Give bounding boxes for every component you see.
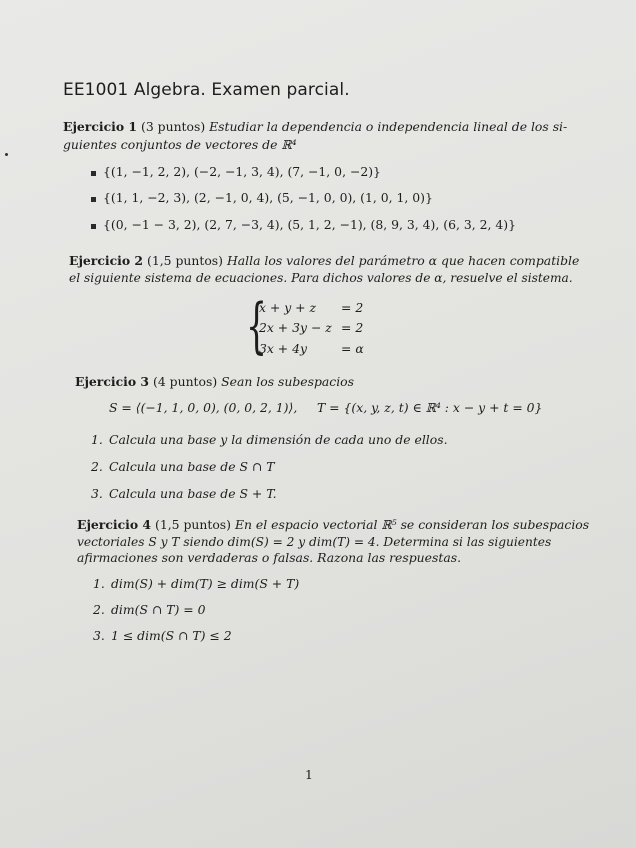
ex1-line1 xyxy=(63,117,567,137)
ex2-label: Ejercicio 2 xyxy=(69,253,144,268)
ex3-label: Ejercicio 3 xyxy=(75,374,150,389)
page-number: 1 xyxy=(305,767,313,782)
bullet-icon xyxy=(91,224,96,229)
stray-mark xyxy=(5,153,8,156)
ex3-item-2-num: 2. xyxy=(91,459,103,474)
ex3-points: (4 puntos) xyxy=(153,374,218,389)
ex2-statement-2: el siguiente sistema de ecuaciones. Para dichos valores de α, resuelve el sistema. xyxy=(69,271,573,285)
ex4-points: (1,5 puntos) xyxy=(155,517,232,532)
ex4-label: Ejercicio 4 xyxy=(77,517,152,532)
ex4-statement-1: En el espacio vectorial ℝ⁵ se consideran los subespacios xyxy=(234,517,590,532)
ex3-item-3-num: 3. xyxy=(91,486,103,501)
ex1-statement-1: Estudiar la dependencia o independencia lineal de los si- xyxy=(209,119,568,134)
ex4-item-3-text: 1 ≤ dim(S ∩ T) ≤ 2 xyxy=(111,628,232,643)
ex1-set-2: {(1, 1, −2, 3), (2, −1, 0, 4), (5, −1, 0, 0), (1, 0, 1, 0)} xyxy=(103,190,433,205)
ex3-item-2-text: Calcula una base de S ∩ T xyxy=(109,459,275,474)
system-lhs-3: 3x + 4y xyxy=(259,341,308,356)
ex3-statement: Sean los subespacios xyxy=(221,374,354,389)
ex3-item-1-text: Calcula una base y la dimensión de cada uno de ellos. xyxy=(109,432,448,447)
ex1-set-3: {(0, −1 − 3, 2), (2, 7, −3, 4), (5, 1, 2, −1), (8, 9, 3, 4), (6, 3, 2, 4)} xyxy=(103,217,516,232)
system-rhs-2: = 2 xyxy=(341,320,364,335)
ex2-statement-1: Halla los valores del parámetro α que hacen compatible xyxy=(226,253,580,268)
ex3-formula: S = ⟨(−1, 1, 0, 0), (0, 0, 2, 1)⟩, T = {(x, y, z, t) ∈ ℝ⁴ : x − y + t = 0} xyxy=(109,400,543,415)
ex4-statement-2: vectoriales S y T siendo dim(S) = 2 y dim(T) = 4. Determina si las siguientes xyxy=(77,535,552,549)
ex1-points: (3 puntos) xyxy=(141,119,206,134)
bullet-icon xyxy=(91,197,96,202)
ex3-item-1-num: 1. xyxy=(91,432,103,447)
ex4-item-1-num: 1. xyxy=(93,576,105,591)
system-rhs-1: = 2 xyxy=(341,300,364,315)
ex2-points: (1,5 puntos) xyxy=(147,253,224,268)
ex1-set-1: {(1, −1, 2, 2), (−2, −1, 3, 4), (7, −1, 0, −2)} xyxy=(103,164,381,179)
bullet-icon xyxy=(91,171,96,176)
ex3-item-3-text: Calcula una base de S + T. xyxy=(109,486,277,501)
ex4-statement-3: afirmaciones son verdaderas o falsas. Razona las respuestas. xyxy=(77,550,462,565)
ex4-item-1-text: dim(S) + dim(T) ≥ dim(S + T) xyxy=(111,576,300,591)
system-brace: { xyxy=(246,291,268,361)
ex4-item-2-num: 2. xyxy=(93,602,105,617)
ex1-label: Ejercicio 1 xyxy=(63,119,138,134)
ex4-item-2-text: dim(S ∩ T) = 0 xyxy=(111,602,206,617)
page-title: EE1001 Algebra. Examen parcial. xyxy=(63,80,350,100)
ex4-item-3-num: 3. xyxy=(93,628,105,643)
system-lhs-2: 2x + 3y − z xyxy=(259,320,332,335)
ex1-statement-2: guientes conjuntos de vectores de ℝ⁴ xyxy=(63,137,297,152)
system-lhs-1: x + y + z xyxy=(259,300,317,315)
system-rhs-3: = α xyxy=(341,341,364,356)
ex3-line1 xyxy=(75,372,354,392)
